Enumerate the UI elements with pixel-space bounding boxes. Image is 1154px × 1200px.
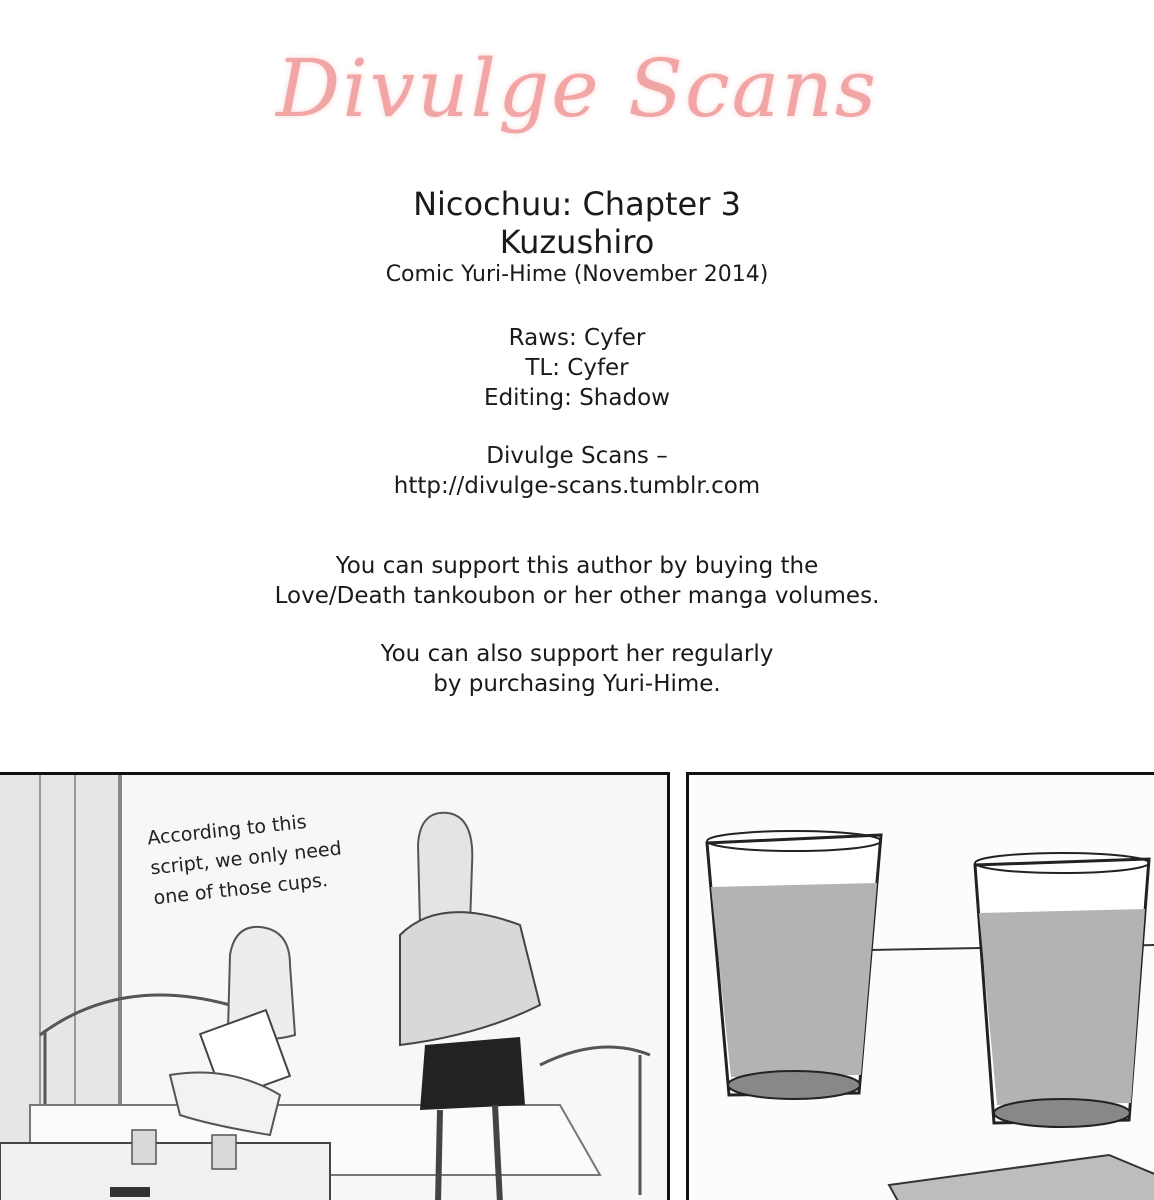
support-text-2b: by purchasing Yuri-Hime. — [433, 671, 721, 697]
credit-editing: Editing: Shadow — [484, 385, 670, 411]
magazine-info: Comic Yuri-Hime (November 2014) — [385, 262, 769, 287]
support-text-2a: You can also support her regularly — [380, 641, 774, 667]
group-url[interactable]: http://divulge-scans.tumblr.com — [393, 473, 761, 499]
group-name: Divulge Scans – — [486, 443, 668, 469]
speech-bubble-text: According to this script, we only need one of those cups. — [146, 810, 343, 910]
author-name: Kuzushiro — [499, 223, 655, 261]
credits-block — [0, 185, 1154, 699]
credit-raws: Raws: Cyfer — [508, 325, 646, 351]
support-text-1b: Love/Death tankoubon or her other manga volumes. — [274, 583, 880, 609]
manga-panel-bedroom — [0, 772, 670, 1200]
divulge-scans-logo: Divulge Scans — [276, 42, 878, 135]
support-text-1a: You can support this author by buying the — [335, 553, 819, 579]
credit-tl: TL: Cyfer — [525, 355, 629, 381]
manga-panel-glasses — [686, 772, 1154, 1200]
chapter-title: Nicochuu: Chapter 3 — [413, 185, 741, 223]
glasses-illustration — [689, 775, 1154, 1200]
